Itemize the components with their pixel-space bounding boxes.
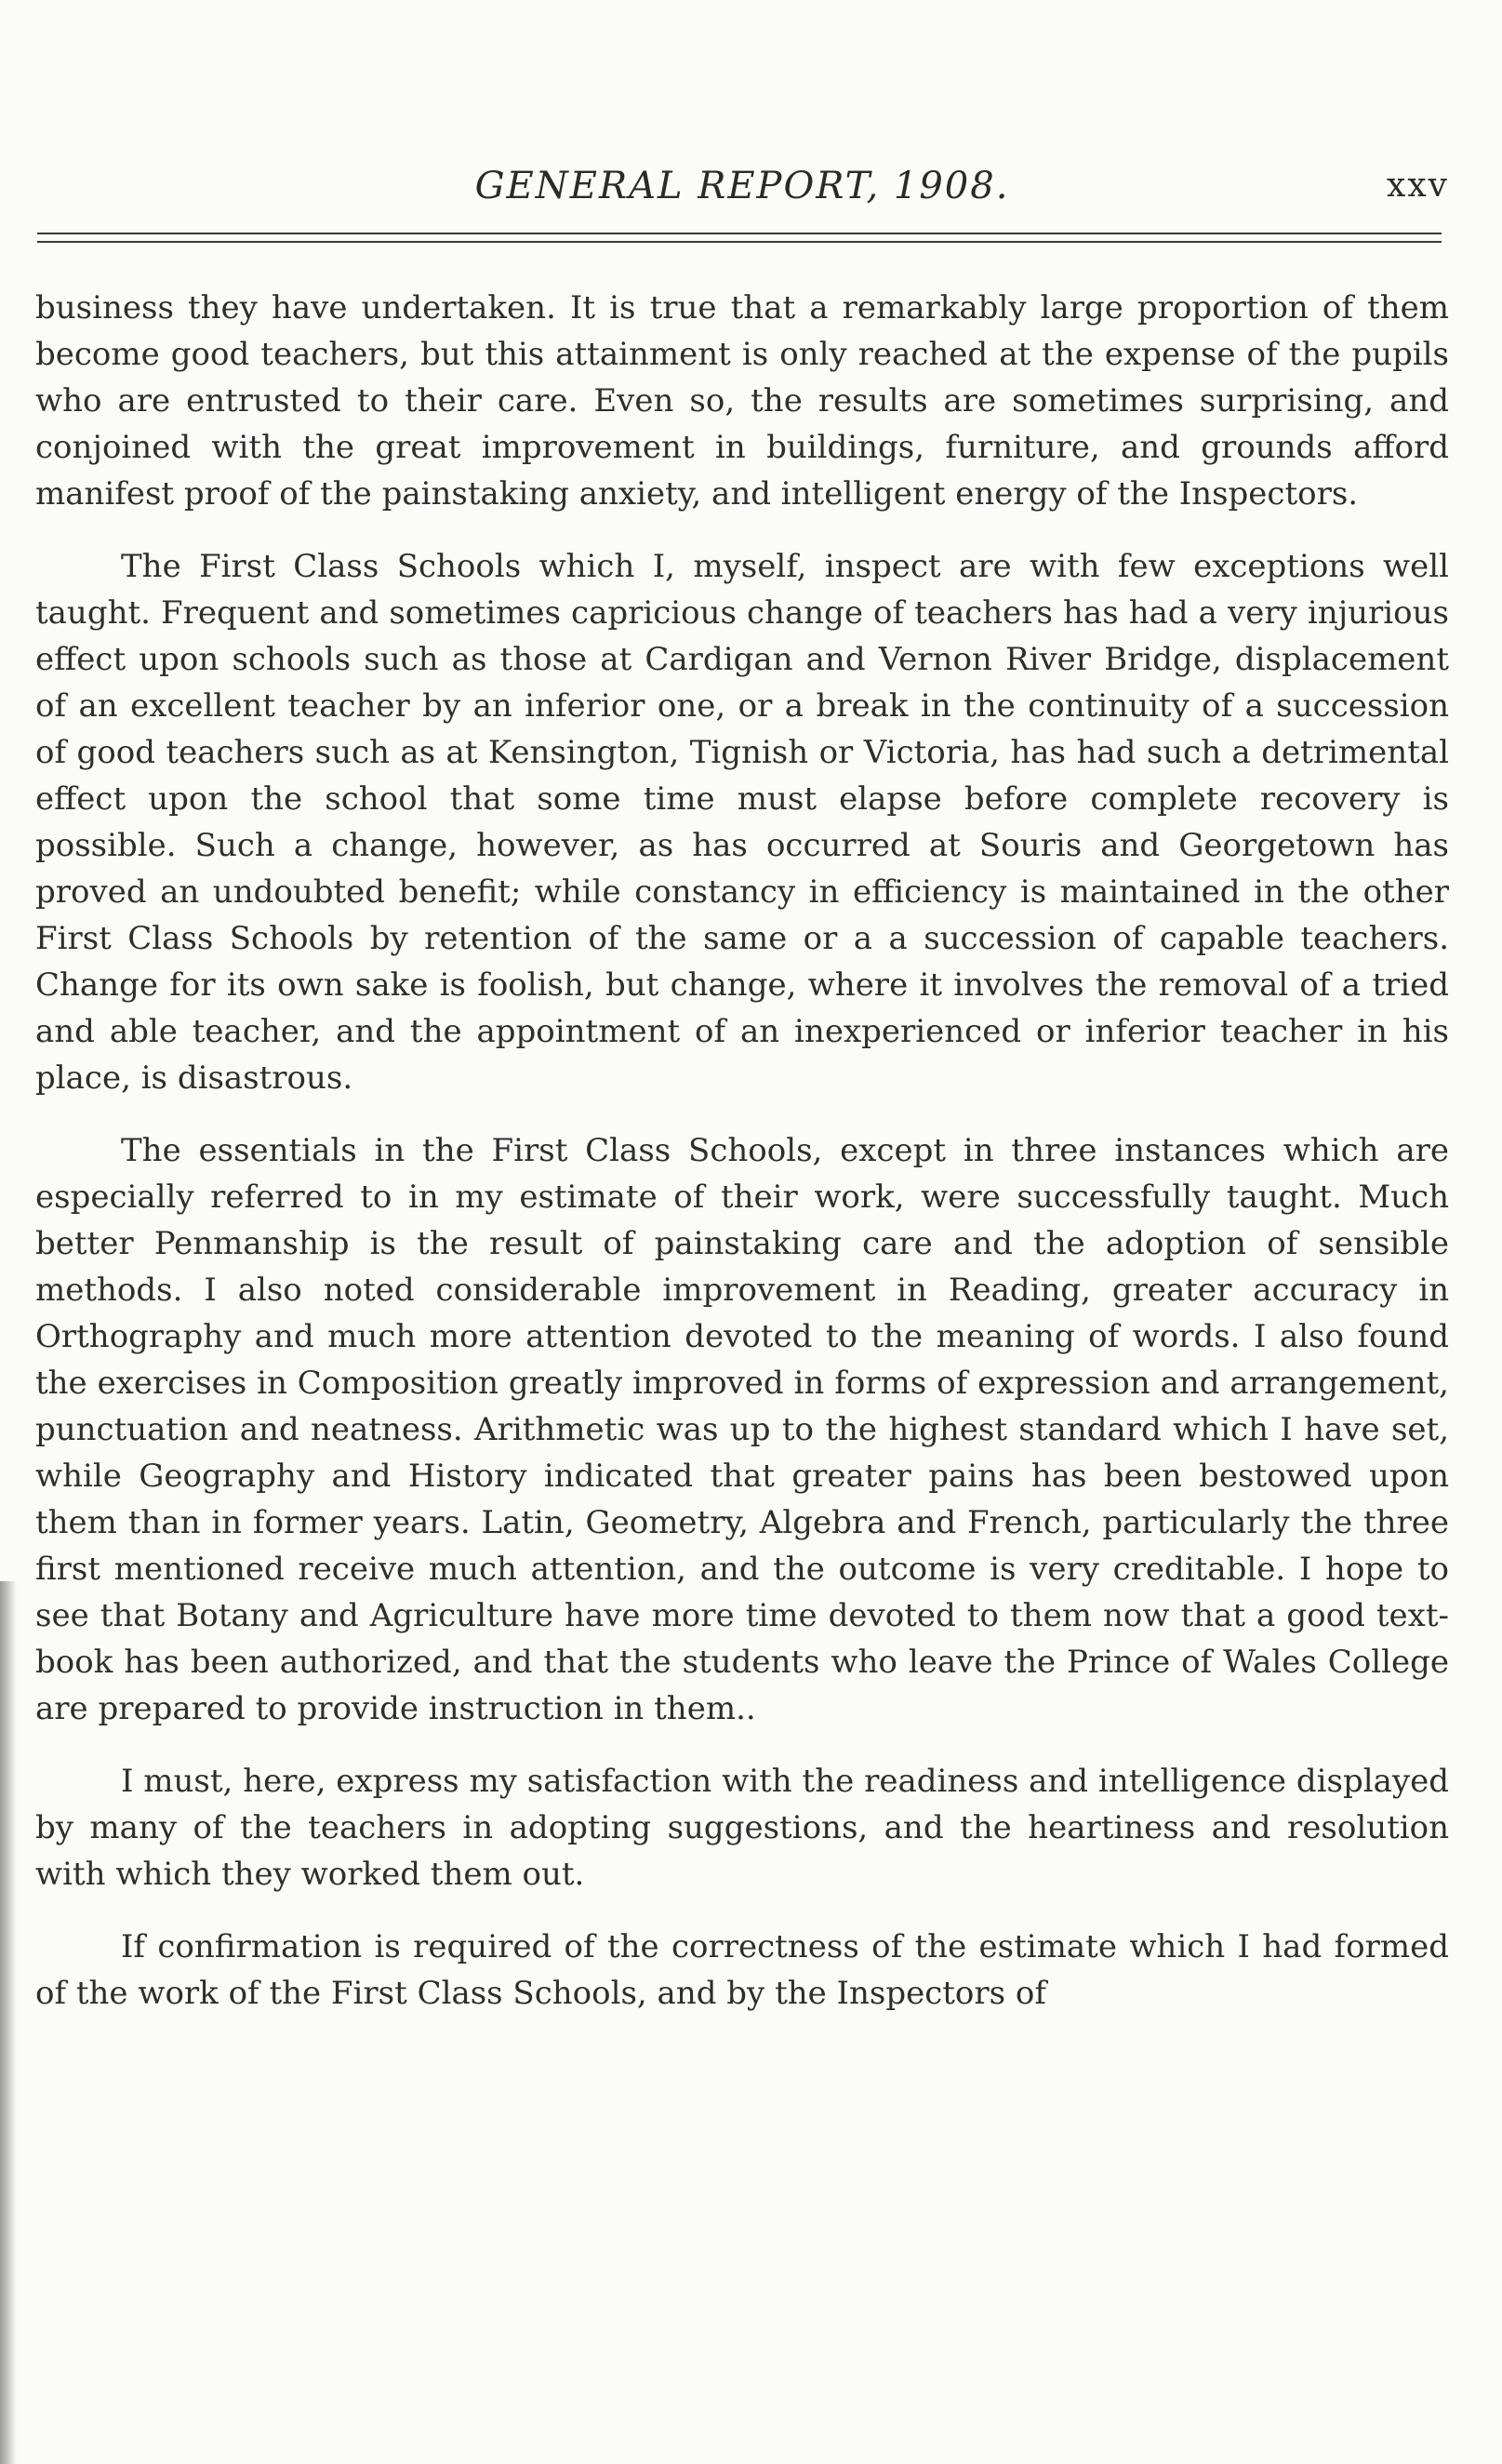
- paragraph-first-class-schools: The First Class Schools which I, myself, inspect are with few exceptions well taught. Frequent and sometimes capricious change of teachers has had a very injurious effect upon schools such as those at Cardigan and Vernon River Bridge, displacement of an excellent teacher by an inferior one, or a break in the continuity of a succession of good teachers such as at Kensington, Tignish or Victoria, has had such a detrimental effect upon the school that some time must elapse before complete recovery is possible. Such a change, however, as has occurred at Souris and Georgetown has proved an undoubted benefit; while constancy in efficiency is maintained in the other First Class Schools by retention of the same or a a succession of capable teachers. Change for its own sake is foolish, but change, where it involves the removal of a tried and able teacher, and the appointment of an inexperienced or inferior teacher in his place, is disastrous.: [35, 548, 1449, 1097]
- page-header: [35, 158, 1449, 214]
- paragraph-continued: business they have undertaken. It is true that a remarkably large proportion of them become good teachers, but this attainment is only reached at the expense of the pupils who are entrusted to their care. Even so, the results are sometimes surprising, and conjoined with the great improvement in buildings, furniture, and grounds afford manifest proof of the painstaking anxiety, and intelligent energy of the Inspectors.: [35, 289, 1449, 513]
- paragraph-essentials: The essentials in the First Class Schools, except in three instances which are especially referred to in my estimate of their work, were successfully taught. Much better Penmanship is the result of painstaking care and the adoption of sensible methods. I also noted considerable improvement in Reading, greater accuracy in Orthography and much more attention devoted to the meaning of words. I also found the exercises in Composition greatly improved in forms of expression and arrangement, punctuation and neatness. Arithmetic was up to the highest standard which I have set, while Geography and History indicated that greater pains has been bestowed upon them than in former years. Latin, Geometry, Algebra and French, particularly the three first mentioned receive much attention, and the outcome is very creditable. I hope to see that Botany and Agriculture have more time devoted to them now that a good text-book has been authorized, and that the students who leave the Prince of Wales College are prepared to provide instruction in them..: [35, 1132, 1449, 1727]
- report-body: [35, 285, 1449, 2043]
- running-title: GENERAL REPORT, 1908.: [474, 165, 1010, 207]
- page-edge-shadow: [0, 1581, 17, 2464]
- paragraph-confirmation: If confirmation is required of the correctness of the estimate which I had formed of the work of the First Class Schools, and by the Inspectors of: [35, 1928, 1449, 2012]
- header-rule-bottom: [37, 241, 1442, 243]
- page-number: xxv: [1387, 166, 1449, 205]
- paragraph-satisfaction: I must, here, express my satisfaction with the readiness and intelligence displayed by many of the teachers in adopting suggestions, and the heartiness and resolution with which they worked them out.: [35, 1763, 1449, 1893]
- header-rule-top: [37, 233, 1442, 234]
